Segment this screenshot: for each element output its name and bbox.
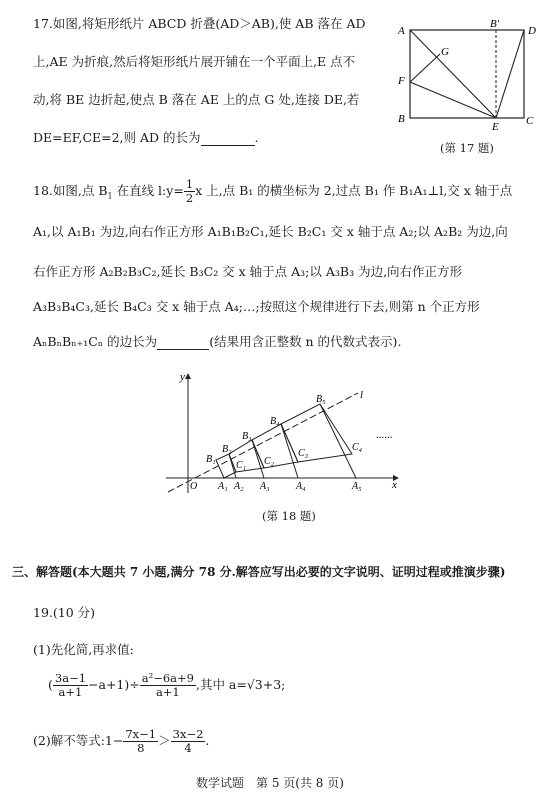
q19-expression-1 [48,672,285,699]
q18-square-4 [281,404,352,462]
section3-title: 三、解答题(本大题共 7 小题,满分 78 分.解答应写出必要的文字说明、证明过程或推演步骤) [12,565,506,579]
q18-answer-blank [157,334,209,350]
q18-ext-3 [281,424,298,478]
q17-label-b: B [398,113,405,125]
q19-p2-end: . [205,733,210,749]
q18-line-4: A₃B₃B₄C₃,延长 B₄C₃ 交 x 轴于点 A₄;…;按照这个规律进行下去,则第 n 个正方形 [33,299,480,314]
q18-label-b2: B₂ [222,444,232,455]
q18-label-b4: B₄ [270,416,280,427]
q18-ext-4 [320,404,356,478]
q18-ext-2 [252,440,264,478]
q18-label-b3: B₃ [242,431,252,442]
q17-label-g: G [441,46,449,58]
q17-line-1: 17.如图,将矩形纸片 ABCD 折叠(AD＞AB),使 AB 落在 AD [33,16,366,31]
q18-l1-mid: 在直线 l:y= [112,183,184,199]
q18-label-a5: A₅ [352,481,362,492]
q17-end: . [254,130,259,145]
q18-label-c2: C₂ [264,456,275,467]
q18-figure [160,368,410,496]
q19-part2 [33,728,209,755]
q18-last-pre: AₙBₙBₙ₊₁Cₙ 的边长为 [33,334,158,349]
q19-expr-mid: −a+1)÷ [88,677,140,693]
q18-line-5 [33,332,401,350]
q19-f4-den: 4 [184,741,192,756]
q19-f3-den: 8 [137,741,145,756]
q18-label-o: O [190,481,198,492]
q17-answer-blank [201,130,255,146]
q18-label-c4: C₄ [352,442,363,453]
q18-line-2: A₁,以 A₁B₁ 为边,向右作正方形 A₁B₁B₂C₁,延长 B₂C₁ 交 x 轴于点 A₂;以 A₂B₂ 为边,向 [33,224,508,239]
q18-label-b1: B₁ [206,454,216,465]
q18-label-a4: A₄ [296,481,306,492]
q19-fraction-2 [140,672,196,699]
q17-label-d: D [528,25,536,37]
q17-fg [410,54,440,82]
q18-label-b5: B₅ [316,394,326,405]
q18-label-a2: A₂ [234,481,244,492]
q19-expr-tail: ,其中 a=√3+3; [195,677,286,693]
q19-f1-num: 3a−1 [54,671,87,685]
q18-l1-sub: 1 [107,191,113,201]
q18-label-c3: C₃ [298,448,309,459]
q19-f1-den: a+1 [58,685,83,700]
q18-label-y: y [180,371,185,383]
q19-f2-num: a²−6a+9 [141,671,194,685]
q17-label-e: E [492,121,499,133]
q18-l1-post: x 上,点 B₁ 的横坐标为 2,过点 B₁ 作 B₁A₁⊥l,交 x 轴于点 [195,183,513,199]
q19-head: 19.(10 分) [33,605,96,620]
q19-fraction-3 [123,728,158,755]
q17-label-f: F [398,75,405,87]
q18-label-a3: A₃ [260,481,270,492]
q17-ed [496,30,524,118]
q17-figure [392,18,550,150]
q19-part1: (1)先化简,再求值: [33,642,134,657]
q19-f2-den: a+1 [155,685,180,700]
q18-last-post: (结果用含正整数 n 的代数式表示). [209,334,402,349]
q17-label-bp: B′ [490,18,500,30]
q19-f4-num: 3x−2 [172,727,204,741]
q17-label-c: C [526,115,534,127]
q18-frac-num: 1 [185,177,194,191]
q19-fraction-1 [53,672,88,699]
q18-label-c1: C₁ [236,460,247,471]
q17-line-2: 上,AE 为折痕,然后将矩形纸片展开铺在一个平面上,E 点不 [33,54,356,69]
q18-line-1 [33,178,512,205]
q17-caption: (第 17 题) [440,141,494,155]
q17-line-4-text: DE=EF,CE=2,则 AD 的长为 [33,130,201,145]
q18-line-l [168,393,358,492]
q19-fraction-4 [171,728,206,755]
q17-ae [410,30,496,118]
q18-line-3: 右作正方形 A₂B₂B₃C₂,延长 B₃C₂ 交 x 轴于点 A₃;以 A₃B₃ 为边,向右作正方形 [33,264,463,279]
q19-f3-num: 7x−1 [125,727,157,741]
q19-p2-pre: (2)解不等式:1− [33,733,124,749]
q18-l1-pre: 18.如图,点 B [33,183,108,199]
q18-label-dots: ...... [376,429,393,441]
q18-caption: (第 18 题) [262,509,316,523]
q17-line-3: 动,将 BE 边折起,使点 B 落在 AE 上的点 G 处,连接 DE,若 [33,92,360,107]
page-footer: 数学试题 第 5 页(共 8 页) [196,776,344,790]
q18-slope-fraction [184,178,195,205]
q17-line-4 [33,128,259,146]
q17-label-a: A [398,25,405,37]
q18-label-x: x [392,479,397,491]
q18-label-a1: A₁ [218,481,228,492]
q19-p2-gt: ＞ [158,733,171,749]
q17-fe [410,82,496,118]
q18-label-l: l [360,389,364,401]
q18-frac-den: 2 [185,191,194,206]
q19-expr-open: ( [48,677,53,693]
q17-rect-abcd [410,30,524,118]
